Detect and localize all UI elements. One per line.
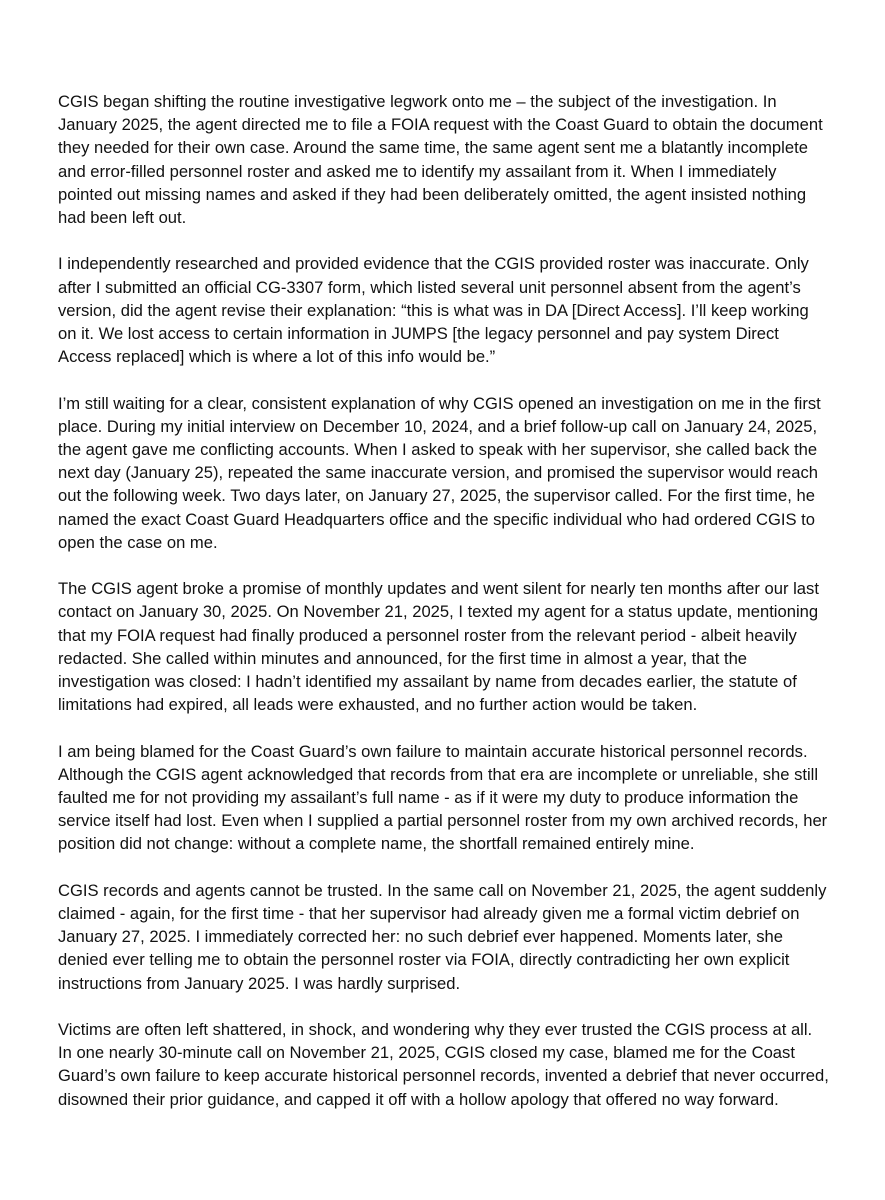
paragraph-case-closed: The CGIS agent broke a promise of monthly updates and went silent for nearly ten months after our last contact on January 30, 2025. On November 21, 2025, I texted my agent for a status update, mentioning that my FOIA request had finally produced a personnel roster from the relevant period - albeit heavily redacted. She called within minutes and announced, for the first time in almost a year, that the investigation was closed: I hadn’t identified my assailant by name from decades earlier, the statute of limitations had expired, all leads were exhausted, and no further action would be taken.	[58, 579, 819, 715]
paragraph-investigation-explanation: I’m still waiting for a clear, consistent explanation of why CGIS opened an investigation on me in the first place. During my initial interview on December 10, 2024, and a brief follow-up call on January 24, 2025, the agent gave me conflicting accounts. When I asked to speak with her supervisor, she called back the next day (January 25), repeated the same inaccurate version, and promised the supervisor would reach out the following week. Two days later, on January 27, 2025, the supervisor called. For the first time, he named the exact Coast Guard Headquarters office and the specific individual who had ordered CGIS to open the case on me.	[58, 393, 821, 552]
paragraph-victims-shattered: Victims are often left shattered, in shock, and wondering why they ever trusted the CGIS process at all. In one nearly 30-minute call on November 21, 2025, CGIS closed my case, blamed me for the Coast Guard’s own failure to keep accurate historical personnel records, invented a debrief that never occurred, disowned their prior guidance, and capped it off with a hollow apology that offered no way forward.	[58, 1020, 829, 1109]
paragraph-roster-evidence: I independently researched and provided evidence that the CGIS provided roster was inaccurate. Only after I submitted an official CG-3307 form, which listed several unit personnel absent from the agent’s version, did the agent revise their explanation: “this is what was in DA [Direct Access]. I’ll keep working on it. We lost access to certain information in JUMPS [the legacy personnel and pay system Direct Access replaced] which is where a lot of this info would be.”	[58, 254, 809, 367]
paragraph-records-not-trusted: CGIS records and agents cannot be trusted. In the same call on November 21, 2025, the agent suddenly claimed - again, for the first time - that her supervisor had already given me a formal victim debrief on January 27, 2025. I immediately corrected her: no such debrief ever happened. Moments later, she denied ever telling me to obtain the personnel roster via FOIA, directly contradicting her own explicit instructions from January 2025. I was hardly surprised.	[58, 880, 827, 993]
paragraph-roster-legwork: CGIS began shifting the routine investigative legwork onto me – the subject of the investigation. In January 2025, the agent directed me to file a FOIA request with the Coast Guard to obtain the document they needed for their own case. Around the same time, the same agent sent me a blatantly incomplete and error-filled personnel roster and asked me to identify my assailant from it. When I immediately pointed out missing names and asked if they had been deliberately omitted, the agent insisted nothing had been left out.	[58, 92, 823, 228]
paragraph-blamed-records: I am being blamed for the Coast Guard’s own failure to maintain accurate historical personnel records. Although the CGIS agent acknowledged that records from that era are incomplete or unreliable, she still faulted me for not providing my assailant’s full name - as if it were my duty to produce information the service itself had lost. Even when I supplied a partial personnel roster from my own archived records, her position did not change: without a complete name, the shortfall remained entirely mine.	[58, 741, 828, 854]
